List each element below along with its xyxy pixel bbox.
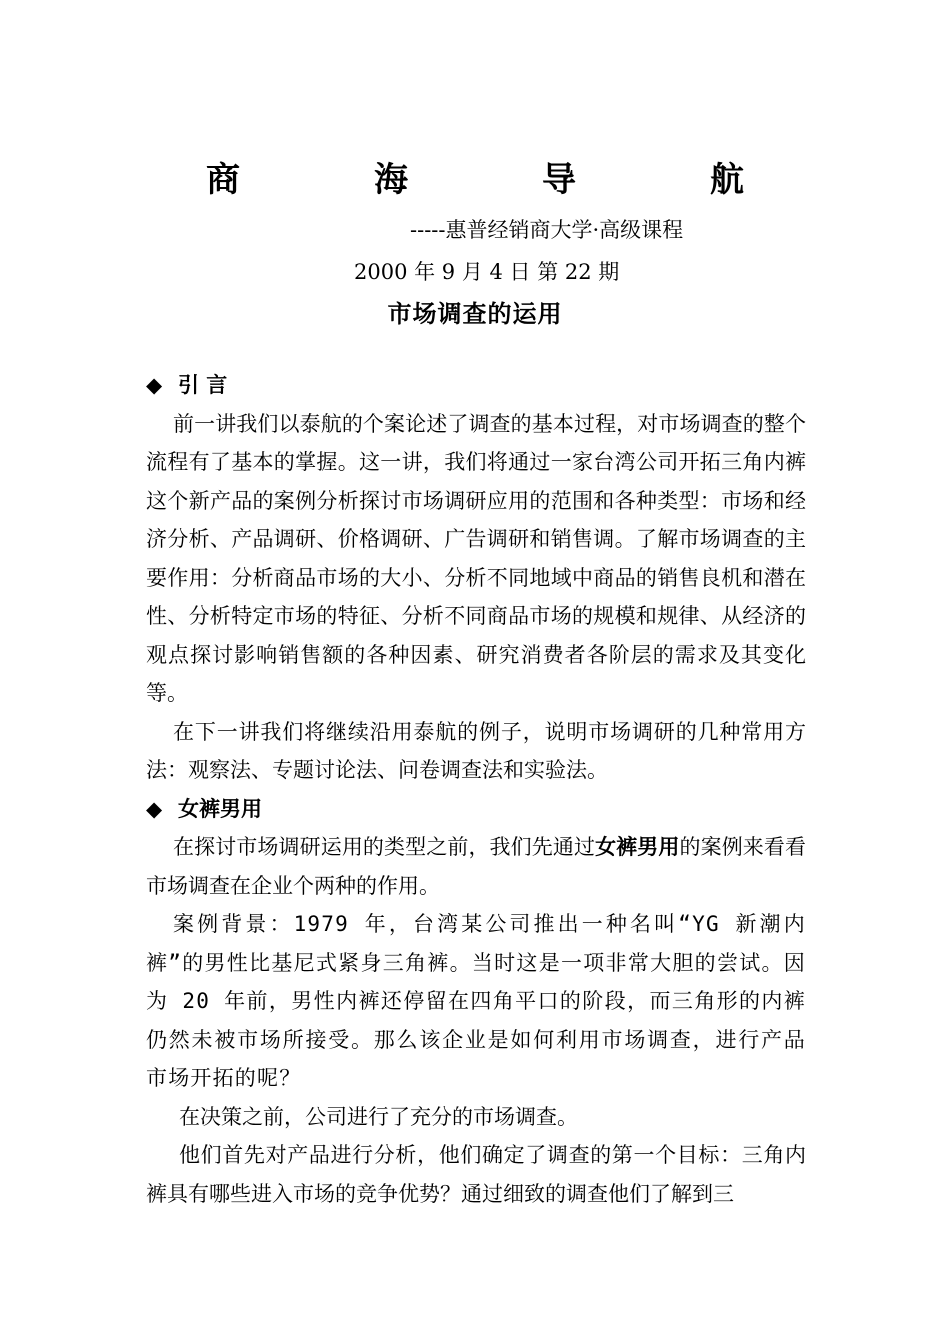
publication-subtitle: -----惠普经销商大学·高级课程 [410, 218, 684, 242]
article-body [146, 366, 806, 1213]
paragraph: 在下一讲我们将继续沿用泰航的例子，说明市场调研的几种常用方法：观察法、专题讨论法、问卷调查法和实验法。 [146, 719, 806, 782]
section-heading-label: 引 言 [178, 373, 228, 397]
section-heading-intro [146, 366, 806, 405]
article-title: 市场调查的运用 [387, 300, 563, 328]
paragraph: 前一讲我们以泰航的个案论述了调查的基本过程，对市场调查的整个流程有了基本的掌握。这一讲，我们将通过一家台湾公司开拓三角内裤这个新产品的案例分析探讨市场调研应用的范围和各种类型：市场和经济分析、产品调研、价格调研、广告调研和销售调。了解市场调查的主要作用：分析商品市场的大小、分析不同地域中商品的销售良机和潜在性、分析特定市场的特征、分析不同商品市场的规模和规律、从经济的观点探讨影响销售额的各种因素、研究消费者各阶层的需求及其变化等。 [146, 411, 806, 705]
paragraph: 在决策之前，公司进行了充分的市场调查。 [179, 1104, 578, 1129]
publication-title: 商 海 导 航 [206, 160, 794, 200]
section-heading-case [146, 790, 806, 829]
diamond-bullet-icon: ◆ [146, 373, 163, 397]
paragraph [146, 828, 806, 905]
paragraph: 他们首先对产品进行分析，他们确定了调查的第一个目标：三角内裤具有哪些进入市场的竞争优势？通过细致的调查他们了解到三 [146, 1143, 806, 1206]
paragraph-text: 在探讨市场调研运用的类型之前，我们先通过 [173, 835, 596, 859]
diamond-bullet-icon: ◆ [146, 796, 163, 821]
issue-date: 2000 年 9 月 4 日 第 22 期 [354, 260, 620, 284]
paragraph-text: 的案例来看看市场调查在企业个两种的作用。 [146, 835, 807, 898]
section-heading-label: 女裤男用 [178, 796, 262, 821]
emphasized-text: 女裤男用 [595, 834, 680, 859]
case-background-paragraph: 案例背景：1979 年，台湾某公司推出一种名叫“YG 新潮内裤”的男性比基尼式紧身三角裤。当时这是一项非常大胆的尝试。因为 20 年前，男性内裤还停留在四角平口的阶段，而三角形的内裤仍然未被市场所接受。那么该企业是如何利用市场调查，进行产品市场开拓的呢？ [146, 912, 806, 1090]
